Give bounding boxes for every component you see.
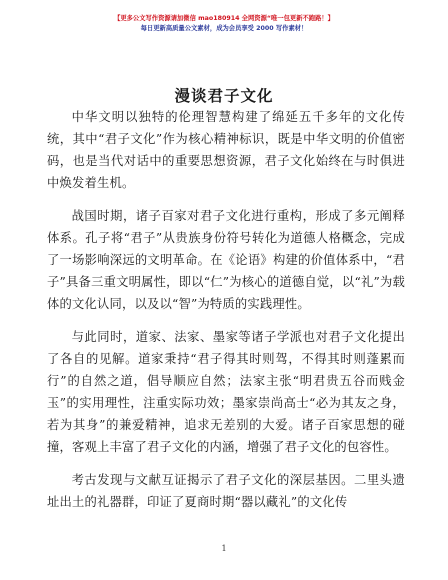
paragraph-3: 与此同时，道家、法家、墨家等诸子学派也对君子文化提出了各自的见解。道家秉持“君子得其时则驾，不得其时则蓬累而行”的自然之道，倡导顺应自然；法家主张“明君贵五谷而贱金玉”的实用理性，注重实际功效；墨家崇尚高士“必为其友之身，若为其身”的兼爱精神，追求无差别的大爱。诸子百家思想的碰撞，客观上丰富了君子文化的内涵，增强了君子文化的包容性。 — [47, 330, 405, 454]
document-title: 漫谈君子文化 — [174, 86, 274, 105]
paragraph-4: 考古发现与文献互证揭示了君子文化的深层基因。二里头遗址出土的礼器群，印证了夏商时期“器以藏礼”的文化传 — [47, 473, 405, 509]
paragraph-1: 中华文明以独特的伦理智慧构建了绵延五千多年的文化传统，其中“君子文化”作为核心精神标识，既是中华文明的价值密码，也是当代对话中的重要思想资源，君子文化始终在与时俱进中焕发着生机。 — [47, 110, 405, 190]
document-body — [47, 106, 405, 524]
promo-banner — [0, 14, 448, 34]
banner-line-1: 【更多公文写作资源请加微信 mao180914 全网资源“唯一包更新不跑路！】 — [114, 15, 334, 22]
paragraph-2: 战国时期，诸子百家对君子文化进行重构，形成了多元阐释体系。孔子将“君子”从贵族身份符号转化为道德人格概念，完成了一场影响深远的文明革命。在《论语》构建的价值体系中，“君子”具备三重文明属性，即以“仁”为核心的道德自觉，以“礼”为载体的文化认同，以及以“智”为特质的实践理性。 — [47, 209, 405, 311]
page-number: 1 — [221, 544, 227, 553]
banner-line-2: 每日更新高质量公文素材，成为会员享受 2000 写作素材！ — [140, 25, 308, 32]
